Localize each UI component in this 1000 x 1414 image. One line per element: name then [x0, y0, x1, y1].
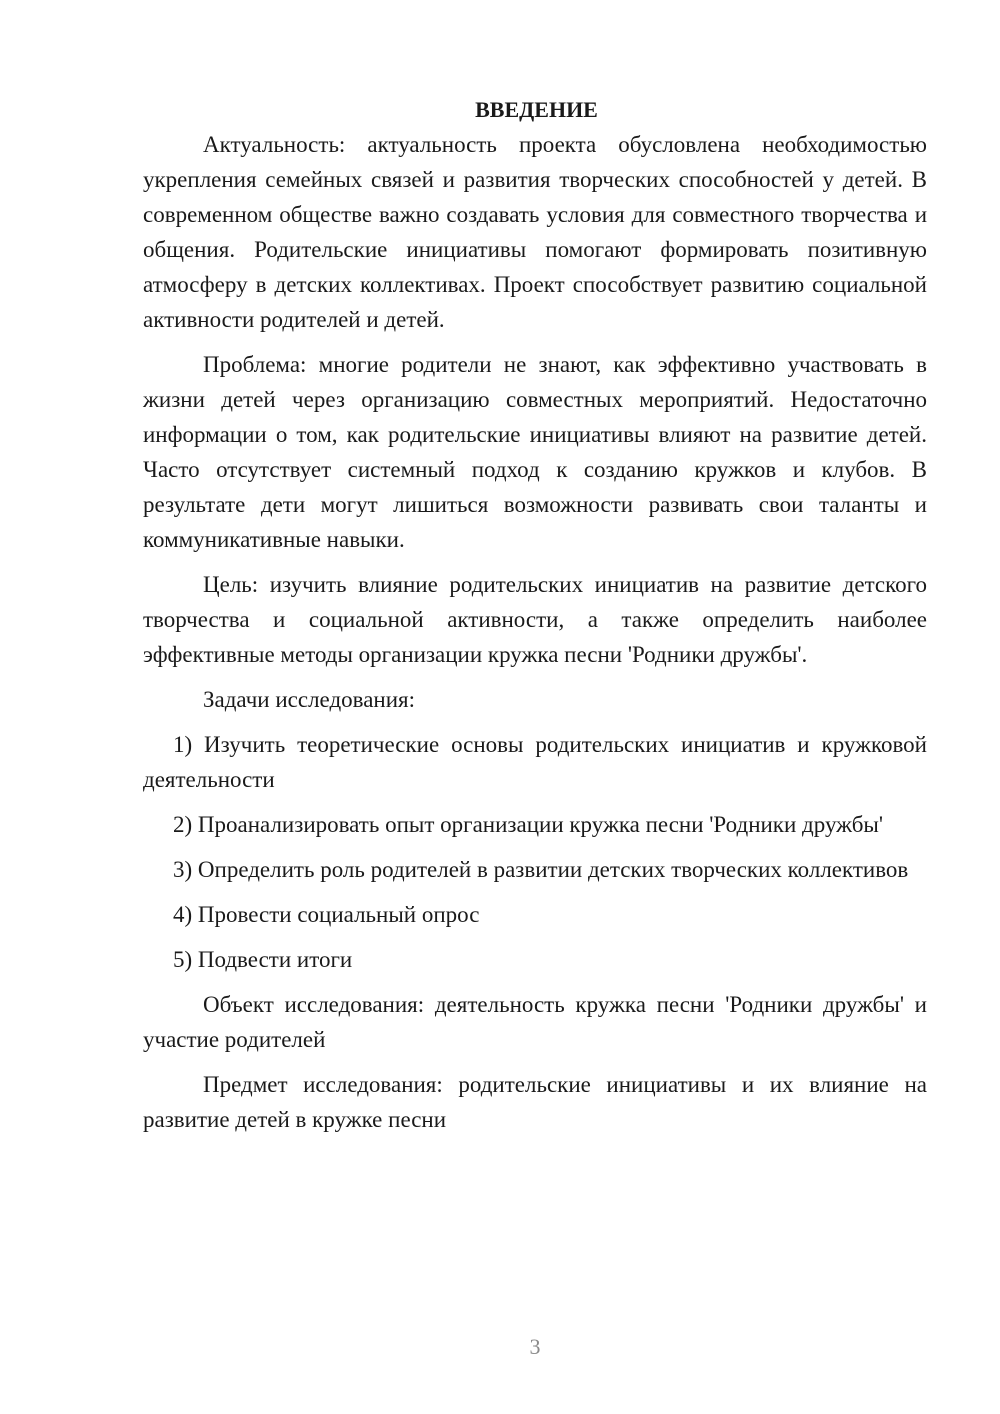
task-item: 3) Определить роль родителей в развитии детских творческих коллективов [173, 857, 909, 882]
page-content [143, 92, 927, 1147]
section-title: ВВЕДЕНИЕ [475, 97, 598, 122]
paragraph-subject: Предмет исследования: родительские инициативы и их влияние на развитие детей в кружке песни [143, 1072, 927, 1132]
paragraph-problem: Проблема: многие родители не знают, как эффективно участвовать в жизни детей через организацию совместных мероприятий. Недостаточно информации о том, как родительские инициативы влияют на развитие детей. Часто отсутствует системный подход к созданию кружков и клубов. В результате дети могут лишиться возможности развивать свои таланты и коммуникативные навыки. [143, 352, 927, 552]
page-number: 3 [529, 1334, 541, 1359]
task-item: 5) Подвести итоги [173, 947, 353, 972]
paragraph-goal: Цель: изучить влияние родительских инициатив на развитие детского творчества и социальной активности, а также определить наиболее эффективные методы организации кружка песни 'Родники дружбы'. [143, 572, 927, 667]
task-item: 1) Изучить теоретические основы родительских инициатив и кружковой деятельности [143, 732, 927, 792]
paragraph-relevance: Актуальность: актуальность проекта обусловлена необходимостью укрепления семейных связей и развития творческих способностей у детей. В современном обществе важно создавать условия для совместного творчества и общения. Родительские инициативы помогают формировать позитивную атмосферу в детских коллективах. Проект способствует развитию социальной активности родителей и детей. [143, 132, 927, 332]
task-item: 4) Провести социальный опрос [173, 902, 480, 927]
task-item: 2) Проанализировать опыт организации кружка песни 'Родники дружбы' [173, 812, 884, 837]
tasks-heading: Задачи исследования: [203, 687, 416, 712]
paragraph-object: Объект исследования: деятельность кружка песни 'Родники дружбы' и участие родителей [143, 992, 927, 1052]
